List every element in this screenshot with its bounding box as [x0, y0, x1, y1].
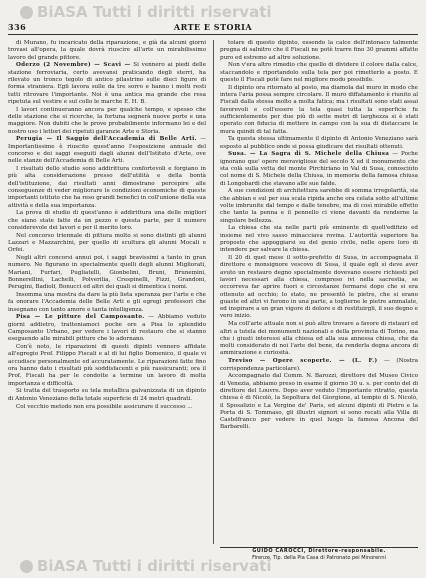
- paragraph: [220, 321, 418, 357]
- paragraph-text: Il 20 di quel mese il sotto-prefetto di Susa, in accompagnata il direttore e monsignore vescovo di Susa, il quale egli si deve aver avuto un restauro degno specialmente dovevano essere richiesti pel lavori necessari alla chiesa, compreso ivi nella sacrestia, se occorreva far aprire fuori e circostanze fermarsi dopo che si era ottenuto ad occhio; lo stato, ne presentò le pietre, che si erano guaste ed altri vi furono in una parte, a toglierne le pietre ammalate, ed inspirare a un gran vigore di dolore e di restituirgli, il suo degno e vero inizio.: [220, 255, 418, 320]
- paragraph: [8, 388, 206, 403]
- paragraph-text: Negli altri concorsi annui poi, i saggi bravissimi a tanto in gran numero. Ne figurano in specialmente quelli degli alunni Migliorati, Mariani, Furfari, Pugliatelli, Gionbelini, Bruni, Brunemini, Bonnerellini, Lachelli, Polverilia, Crespinelli, Fizzi, Grandoni, Perugini, Badioli, Bonucci ed altri dei quali si dimentica i nomi.: [8, 255, 206, 291]
- imprint-director: GUIDO CAROCCI, Direttore-responsabile.: [252, 548, 386, 554]
- paragraph-text: Insomma una mostra da dare la più lieta speranza per l'arte e che fa onorare l'Accademia delle Belle Arti e gli egregi professori che insegnano con tanto amore e tanta intelligenza.: [8, 292, 206, 313]
- paragraph-lead: Perugia — Il Saggio dell'Accademia di Belle Arti.: [16, 136, 197, 143]
- paragraph-lead: Susa. — La Sagra di S. Michele della Chiusa: [228, 151, 390, 158]
- paragraph-text: Si tratta del trasporto su tela metallica galvanizzata di un dipinto di Antonio Veneziano della totale superficie di 24 metri quadrati.: [8, 388, 206, 402]
- paragraph: [220, 151, 418, 187]
- paragraph-text: A sue condizioni di architettura sarebbe di somma irregolarità, sia che abbian e sul per sua scala ripida anche ora celata sotto all'ultime volte imbrunite dal tempo e dalle tenebre, ma di così mirabile effetto che tanto la penna e il pennello ci viene davanti da renderne la singolare bellezza.: [220, 188, 418, 224]
- paragraph: [8, 292, 206, 314]
- paragraph-text: Con'è noto, le riparazioni di questi dipinti vennero affidate all'egregio Prof. Filippo Fiscali e al di lui figlio Domenico, il quale vi accudisce personalmente ed accuratamente. Le riparazioni fatte fino ora hanno dato i risultati più soddisfacenti e più rassicuranti; ora il Prof. Fiscali ha per le condotte a termine un lavoro di molta importanza e difficoltà.: [8, 344, 206, 387]
- paragraph-lead: Treviso — Opere scoperte. — (L. F.): [228, 358, 378, 365]
- paragraph: [8, 255, 206, 291]
- paragraph-text: Accompagnato dal Comm. N. Barozzi, direttore del Museo Civico di Venezia, abbiamo preso in esame il giorno 30 u. s. per conto del di direttore del Louvre. Dopo aver veduto l'importante ritratto, questa chiesa è di Nicolò, la Sepoltura del Giorgione, al tempio di S. Nicolò, il Sposalizio e La Vergine de' Paris, ed alcuni dipinti di Pietro e la Porta di S. Tommaso, gli illustri signori si sono recati alla Villa di Castelfranco per vedere in quel luogo la famosa Ancona del Barbarelli.: [220, 373, 418, 431]
- watermark-bottom-text: BiASA Tutti i diritti riservati: [37, 557, 272, 575]
- watermark-bottom: [20, 557, 272, 575]
- paragraph: [220, 136, 418, 151]
- paragraph-lead: Pisa — Le pitture del Camposanto.: [16, 314, 145, 321]
- biasa-logo-icon: [20, 560, 33, 573]
- paragraph-text: — (Nostra corrispondenza particolare).: [220, 358, 419, 372]
- paragraph: [8, 62, 206, 106]
- paragraph: [220, 85, 418, 136]
- paragraph: [8, 107, 206, 136]
- paragraph-text: Non v'era altro rimedio che quello di dividere il colore dalla calce, staccandolo e riportandolo sulla tela per poi rimetterlo a posto. E questo il Fiscali potè fare nel migliore modo possibile.: [220, 62, 418, 83]
- paragraph: [8, 210, 206, 232]
- running-title: ARTE E STORIA: [173, 22, 253, 32]
- watermark-top-text: BiASA Tutti i diritti riservati: [37, 3, 272, 21]
- paragraph: [220, 188, 418, 224]
- paragraph-text: Il dipinto ora ritornato al posto, ma diamola dal muro in modo che intera l'aria possa sempre circolare. Il muro diffatamento è riunito al Fiscali dalla stessa molto a molta fatica; ma i risultati sono stati assai favorevoli e coll'essere la tela quasi tutta la superficie fu sufficientemente per due più di sette metri di larghezza si è stati operato con fiducia di mettere in campo con la sua di distaccare le mura quindi di tal fatta.: [220, 84, 418, 135]
- page-header: [8, 20, 418, 35]
- paragraph-text: Col vecchio metodo non era possibile assicurare il successo ...: [16, 403, 193, 410]
- paragraph-text: di Murano, fu incaricato della riparazione, e già da alcuni giorni trovasi all'opera, la quale dovrà riuscire all'arte un mirabilissimo lavoro del grande pittore.: [8, 40, 206, 61]
- paragraph: [8, 166, 206, 210]
- imprint-printer: Firenze, Tip. della Pia Casa di Patronato pei Minorenni: [252, 554, 386, 561]
- left-column: [8, 40, 206, 544]
- paragraph-text: Ma coll'arte attuale non si può altro trovare a favore di ristauri ed altri a tutela dei monumenti nazionali e della provincia di Torino, ma che i giusti interessi alla chiesa ed alla sua annessa chiesa, che da molti considerato di noi l'arte del bene, da renderla degna ancora di ammirazione e curiosità.: [220, 321, 418, 357]
- column-divider: [213, 40, 214, 544]
- paragraph: [220, 40, 418, 62]
- paragraph-text: Si vennero ai piedi delle stazione ferroviaria, certo avevansi praticando degli sterri, ha rilevato un tronco tegolo di antico pilastrino sulle dieci figure di forma straniera. Egli lavora sulle da tre sorro e hanno i molti resti tutti ritrovare l'importante. Noi è una antica ma grande che resa ripetuta sul vestire e sul collo le marche E. H. B.: [8, 62, 206, 105]
- paragraph-text: — Abbiamo veduto giorni addietro, tratteniamoci poche ore a Pisa lo splendido Camposanto Urbano, per vedere i lavori di restauro che si stanno eseguendo alle mirabili pitture che lo adornano.: [8, 314, 206, 343]
- paragraph-text: La chiesa che sia nelle parti più eminente di quell'edifizio ed insieme nel vivo sasso minacciava rovina. L'autorità superiore ha proposto che appoggiarsi su del genio civile, nelle opere loro di intendere per salvare la chiesa.: [220, 225, 418, 254]
- paragraph: [8, 314, 206, 343]
- paragraph: [8, 136, 206, 165]
- paragraph: [220, 358, 418, 373]
- paragraph-text: Nel concorso triennale di pittura molto si sono distinti gli alunni Lazzari e Mazzarchini, per quello di scultura gli alunni Mocali e Orfei.: [8, 232, 206, 254]
- paragraph: [8, 344, 206, 388]
- paragraph-text: Ta questa stessa ultimamente il dipinto di Antonio Veneziano sarà esposto al pubblico onde si possa giudicare dei risultati ottenuti.: [220, 136, 418, 150]
- watermark-top: [20, 3, 272, 21]
- paragraph-text: — Importantissime è riuscito quest'anno l'esposizione annuale del concorso e dei saggi eseguiti dagli alunni dell'Istituto d'Arte, ove nelle stanze dell'Accademia di Belle Arti.: [8, 136, 206, 165]
- paragraph: [8, 404, 206, 411]
- paragraph-text: La prova di studio di quest'anno è addirittura una delle migliori che siano state fatte da un pezzo e questa parte, per il numero considerevole dei lavori e per il merito loro.: [8, 210, 206, 231]
- paragraph: [220, 225, 418, 254]
- paragraph-text: — Poche ignorano que' opere meravigliose del secolo X ed il monumento che sta colà sulla vetta del monte Pirchiriano in Val di Susa, conosciuto col nome di S. Michele della Chiusa, in memoria della famosa chiusa di Longobardi che stavano alle sue falde.: [220, 151, 418, 187]
- paragraph-text: I risultati dello studio sono addirittura confortevoli e forgiano in più alta considerazione presso dell'utilità e della bontà dell'istituzione, dai risultati anni dimostrano percepire alle conseguenze di veder migliorare le condizioni economiche di queste importanti istituto che ha reso grandi benefici in coll'unione della sua attività e della sua importanza.: [8, 166, 207, 209]
- paragraph-text: I lavori continueranno ancora per qualche tempo, e spesso che delle stazione che si ricerche, la fortuna segnerà nuove porte e una maggiore. Non dubiti che le prove probabilmente informano lei e del nostro uso i lettori dei ripetuti garanzie Arte e Storia.: [8, 106, 206, 135]
- paragraph-text: tolare di questo dipinto, essendo la calce dell'intonaco talmente pregna di salnitro che il Fiscali ne potè trarre fino 30 grammi affatto puro ed estremo ad altre soluzione.: [220, 40, 418, 61]
- paragraph: [220, 373, 418, 431]
- paragraph: [220, 255, 418, 321]
- right-column: [220, 40, 418, 544]
- paragraph: [8, 40, 206, 62]
- paragraph-lead: Oderzo (2 Novembre) — Scavi —: [16, 62, 131, 69]
- paragraph: [8, 233, 206, 255]
- paragraph: [220, 62, 418, 84]
- biasa-logo-icon: [20, 6, 33, 19]
- page-number: 336: [8, 22, 27, 32]
